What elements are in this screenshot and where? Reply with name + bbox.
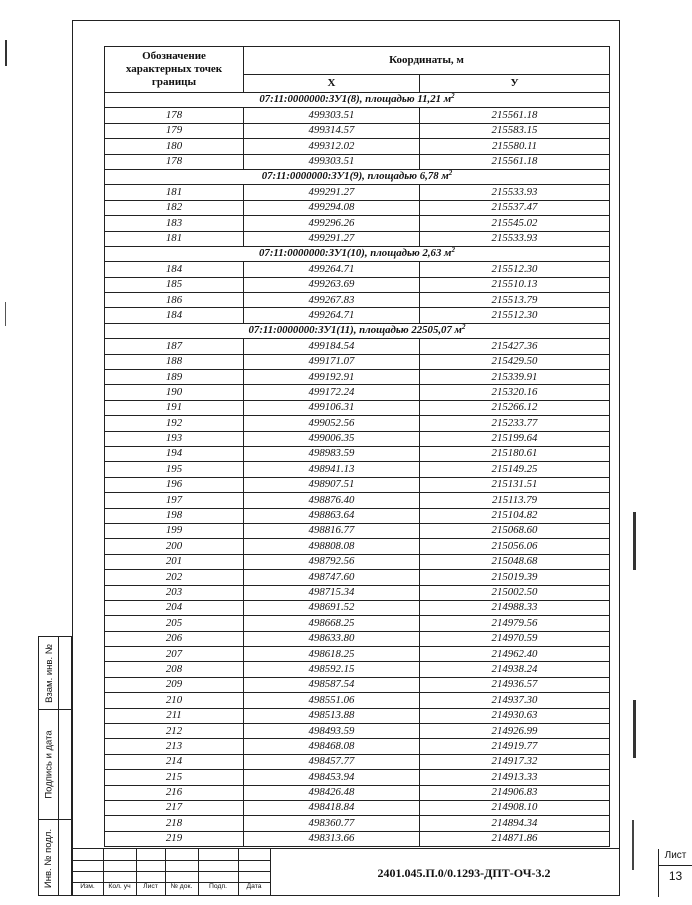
table-row	[105, 724, 610, 739]
scan-mark	[5, 302, 6, 326]
y-coordinate-cell: 215002.50	[420, 585, 610, 600]
point-id-cell: 189	[105, 370, 244, 385]
table-row	[105, 754, 610, 769]
point-id-cell: 204	[105, 600, 244, 615]
y-coordinate-cell: 215512.30	[420, 308, 610, 323]
point-id-cell: 206	[105, 631, 244, 646]
y-coordinate-cell: 215131.51	[420, 477, 610, 492]
point-id-cell: 203	[105, 585, 244, 600]
table-row	[105, 493, 610, 508]
squared-mark: 2	[448, 169, 453, 178]
caption-change: Изм.	[80, 883, 95, 890]
table-row	[105, 108, 610, 123]
x-coordinate-cell: 499184.54	[244, 339, 420, 354]
point-id-cell: 202	[105, 570, 244, 585]
section-header-row	[105, 323, 610, 338]
point-id-cell: 193	[105, 431, 244, 446]
y-coordinate-cell: 214917.32	[420, 754, 610, 769]
x-coordinate-cell: 498876.40	[244, 493, 420, 508]
x-coordinate-cell: 498457.77	[244, 754, 420, 769]
x-coordinate-cell: 498668.25	[244, 616, 420, 631]
table-row	[105, 185, 610, 200]
scan-mark	[633, 512, 636, 570]
table-row	[105, 293, 610, 308]
table-row	[105, 677, 610, 692]
y-coordinate-cell: 215537.47	[420, 200, 610, 215]
y-coordinate-cell: 215583.15	[420, 123, 610, 138]
y-coordinate-cell: 214926.99	[420, 724, 610, 739]
x-coordinate-cell: 499106.31	[244, 400, 420, 415]
scan-mark	[633, 700, 636, 758]
table-row	[105, 200, 610, 215]
table-row	[105, 231, 610, 246]
point-id-cell: 196	[105, 477, 244, 492]
table-row	[105, 339, 610, 354]
x-coordinate-cell: 499263.69	[244, 277, 420, 292]
point-id-cell: 184	[105, 262, 244, 277]
x-coordinate-cell: 498941.13	[244, 462, 420, 477]
y-coordinate-cell: 215266.12	[420, 400, 610, 415]
point-id-cell: 187	[105, 339, 244, 354]
y-coordinate-cell: 215545.02	[420, 216, 610, 231]
x-coordinate-cell: 498691.52	[244, 600, 420, 615]
point-id-cell: 200	[105, 539, 244, 554]
y-coordinate-cell: 214913.33	[420, 770, 610, 785]
table-row	[105, 570, 610, 585]
x-coordinate-cell: 499192.91	[244, 370, 420, 385]
table-row	[105, 477, 610, 492]
y-coordinate-cell: 215339.91	[420, 370, 610, 385]
x-coordinate-cell: 498816.77	[244, 523, 420, 538]
point-id-cell: 195	[105, 462, 244, 477]
x-coordinate-cell: 498587.54	[244, 677, 420, 692]
y-coordinate-cell: 215533.93	[420, 185, 610, 200]
y-coordinate-cell: 215233.77	[420, 416, 610, 431]
point-id-cell: 188	[105, 354, 244, 369]
table-row	[105, 400, 610, 415]
section-header-row	[105, 169, 610, 184]
y-coordinate-cell: 214979.56	[420, 616, 610, 631]
squared-mark: 2	[451, 246, 455, 255]
table-row	[105, 662, 610, 677]
point-id-cell: 178	[105, 154, 244, 169]
y-coordinate-cell: 214937.30	[420, 693, 610, 708]
point-id-cell: 207	[105, 647, 244, 662]
table-row	[105, 647, 610, 662]
point-id-cell: 199	[105, 523, 244, 538]
y-coordinate-cell: 215533.93	[420, 231, 610, 246]
y-coordinate-cell: 215104.82	[420, 508, 610, 523]
point-id-cell: 191	[105, 400, 244, 415]
y-coordinate-cell: 215580.11	[420, 139, 610, 154]
section-title-text: 07:11:0000000:ЗУ1(10), площадью 2,63 м	[259, 247, 452, 260]
section-title-text: 07:11:0000000:ЗУ1(11), площадью 22505,07 м	[248, 324, 462, 337]
x-coordinate-cell: 498426.48	[244, 785, 420, 800]
table-row	[105, 600, 610, 615]
point-id-cell: 190	[105, 385, 244, 400]
y-coordinate-cell: 215513.79	[420, 293, 610, 308]
point-id-cell: 208	[105, 662, 244, 677]
sheet-number: 13	[668, 869, 683, 883]
sheet-label: Лист	[659, 850, 692, 866]
y-coordinate-cell: 215512.30	[420, 262, 610, 277]
point-id-cell: 181	[105, 185, 244, 200]
point-id-cell: 198	[105, 508, 244, 523]
point-id-cell: 212	[105, 724, 244, 739]
squared-mark: 2	[451, 92, 455, 101]
replacement-inventory-label: Взам. инв. №	[43, 643, 55, 703]
sheet-number-box	[658, 849, 692, 897]
point-id-cell: 186	[105, 293, 244, 308]
y-coordinate-cell: 214970.59	[420, 631, 610, 646]
section-title-text: 07:11:0000000:ЗУ1(9), площадью 6,78 м	[261, 170, 449, 183]
table-row	[105, 539, 610, 554]
y-coordinate-cell: 215048.68	[420, 554, 610, 569]
coordinates-header: Координаты, м	[244, 47, 610, 75]
table-row	[105, 446, 610, 461]
table-row	[105, 123, 610, 138]
table-row	[105, 385, 610, 400]
y-coordinate-cell: 215429.50	[420, 354, 610, 369]
y-coordinate-cell: 215199.64	[420, 431, 610, 446]
section-title-text: 07:11:0000000:ЗУ1(8), площадью 11,21 м	[259, 93, 452, 106]
table-row	[105, 785, 610, 800]
y-coordinate-cell: 214930.63	[420, 708, 610, 723]
section-title	[105, 246, 610, 261]
table-row	[105, 523, 610, 538]
x-coordinate-cell: 498715.34	[244, 585, 420, 600]
point-id-cell: 205	[105, 616, 244, 631]
y-coordinate-cell: 215510.13	[420, 277, 610, 292]
caption-count: Кол. уч	[108, 883, 131, 890]
point-id-cell: 213	[105, 739, 244, 754]
point-id-cell: 194	[105, 446, 244, 461]
point-id-cell: 214	[105, 754, 244, 769]
table-row	[105, 770, 610, 785]
table-row	[105, 816, 610, 831]
x-coordinate-cell: 498360.77	[244, 816, 420, 831]
point-id-cell: 219	[105, 831, 244, 846]
designation-header: Обозначение характерных точек границы	[105, 47, 244, 93]
table-row	[105, 693, 610, 708]
table-row	[105, 585, 610, 600]
table-row	[105, 370, 610, 385]
point-id-cell: 215	[105, 770, 244, 785]
y-coordinate-cell: 215180.61	[420, 446, 610, 461]
x-coordinate-cell: 499267.83	[244, 293, 420, 308]
section-title	[105, 323, 610, 338]
document-code: 2401.045.П.0/0.1293-ДПТ-ОЧ-3.2	[377, 865, 551, 880]
x-coordinate-cell: 499172.24	[244, 385, 420, 400]
table-row	[105, 508, 610, 523]
caption-sheet: Лист	[143, 883, 158, 890]
table-row	[105, 800, 610, 815]
table-row	[105, 216, 610, 231]
x-coordinate-cell: 498618.25	[244, 647, 420, 662]
x-coordinate-cell: 499303.51	[244, 154, 420, 169]
point-id-cell: 181	[105, 231, 244, 246]
x-coordinate-cell: 498313.66	[244, 831, 420, 846]
caption-signature: Подп.	[208, 883, 228, 890]
x-coordinate-cell: 498418.84	[244, 800, 420, 815]
y-coordinate-cell: 214919.77	[420, 739, 610, 754]
title-block-divider	[72, 871, 270, 872]
y-coordinate-cell: 215561.18	[420, 154, 610, 169]
point-id-cell: 216	[105, 785, 244, 800]
caption-date: Дата	[246, 883, 262, 890]
y-coordinate-cell: 215019.39	[420, 570, 610, 585]
table-row	[105, 277, 610, 292]
y-coordinate-cell: 215113.79	[420, 493, 610, 508]
table-row	[105, 431, 610, 446]
caption-doc-number: № док.	[170, 883, 193, 890]
x-coordinate-cell: 498453.94	[244, 770, 420, 785]
x-coordinate-cell: 498808.08	[244, 539, 420, 554]
x-coordinate-cell: 498592.15	[244, 662, 420, 677]
point-id-cell: 178	[105, 108, 244, 123]
title-block-divider	[72, 860, 270, 861]
point-id-cell: 209	[105, 677, 244, 692]
table-row	[105, 308, 610, 323]
x-coordinate-cell: 499171.07	[244, 354, 420, 369]
scan-mark	[5, 40, 7, 66]
x-coordinate-cell: 499052.56	[244, 416, 420, 431]
squared-mark: 2	[461, 323, 466, 332]
x-coordinate-cell: 498792.56	[244, 554, 420, 569]
table-row	[105, 139, 610, 154]
x-coordinate-cell: 498863.64	[244, 508, 420, 523]
table-body	[105, 93, 610, 847]
x-coordinate-cell: 499314.57	[244, 123, 420, 138]
section-header-row	[105, 93, 610, 108]
point-id-cell: 201	[105, 554, 244, 569]
coordinates-table	[104, 46, 610, 847]
point-id-cell: 184	[105, 308, 244, 323]
point-id-cell: 217	[105, 800, 244, 815]
table-row	[105, 262, 610, 277]
table-row	[105, 831, 610, 846]
x-header: Х	[244, 75, 420, 93]
x-coordinate-cell: 499264.71	[244, 262, 420, 277]
y-coordinate-cell: 215320.16	[420, 385, 610, 400]
x-coordinate-cell: 498633.80	[244, 631, 420, 646]
y-coordinate-cell: 215056.06	[420, 539, 610, 554]
x-coordinate-cell: 499303.51	[244, 108, 420, 123]
table-row	[105, 154, 610, 169]
point-id-cell: 183	[105, 216, 244, 231]
x-coordinate-cell: 498468.08	[244, 739, 420, 754]
y-coordinate-cell: 214906.83	[420, 785, 610, 800]
y-coordinate-cell: 215068.60	[420, 523, 610, 538]
x-coordinate-cell: 499264.71	[244, 308, 420, 323]
table-row	[105, 462, 610, 477]
y-coordinate-cell: 215561.18	[420, 108, 610, 123]
x-coordinate-cell: 499291.27	[244, 231, 420, 246]
y-coordinate-cell: 214871.86	[420, 831, 610, 846]
section-title	[105, 169, 610, 184]
y-coordinate-cell: 214988.33	[420, 600, 610, 615]
y-coordinate-cell: 215427.36	[420, 339, 610, 354]
table-row	[105, 631, 610, 646]
left-approval-stamp	[38, 636, 72, 896]
x-coordinate-cell: 498493.59	[244, 724, 420, 739]
y-coordinate-cell: 214936.57	[420, 677, 610, 692]
x-coordinate-cell: 499291.27	[244, 185, 420, 200]
point-id-cell: 211	[105, 708, 244, 723]
table-row	[105, 354, 610, 369]
x-coordinate-cell: 498551.06	[244, 693, 420, 708]
x-coordinate-cell: 498907.51	[244, 477, 420, 492]
table-row	[105, 616, 610, 631]
x-coordinate-cell: 498747.60	[244, 570, 420, 585]
point-id-cell: 180	[105, 139, 244, 154]
point-id-cell: 185	[105, 277, 244, 292]
y-coordinate-cell: 215149.25	[420, 462, 610, 477]
x-coordinate-cell: 499296.26	[244, 216, 420, 231]
x-coordinate-cell: 499006.35	[244, 431, 420, 446]
table-row	[105, 416, 610, 431]
x-coordinate-cell: 498983.59	[244, 446, 420, 461]
point-id-cell: 192	[105, 416, 244, 431]
table-row	[105, 708, 610, 723]
x-coordinate-cell: 498513.88	[244, 708, 420, 723]
original-inventory-label: Инв. № подл.	[43, 828, 55, 888]
y-coordinate-cell: 214908.10	[420, 800, 610, 815]
table-row	[105, 739, 610, 754]
y-coordinate-cell: 214894.34	[420, 816, 610, 831]
signature-date-label: Подпись и дата	[43, 729, 55, 799]
section-header-row	[105, 246, 610, 261]
x-coordinate-cell: 499312.02	[244, 139, 420, 154]
y-header: У	[420, 75, 610, 93]
y-coordinate-cell: 214962.40	[420, 647, 610, 662]
y-coordinate-cell: 214938.24	[420, 662, 610, 677]
point-id-cell: 179	[105, 123, 244, 138]
table-row	[105, 554, 610, 569]
point-id-cell: 197	[105, 493, 244, 508]
point-id-cell: 210	[105, 693, 244, 708]
title-block	[72, 848, 687, 896]
section-title	[105, 93, 610, 108]
point-id-cell: 218	[105, 816, 244, 831]
point-id-cell: 182	[105, 200, 244, 215]
x-coordinate-cell: 499294.08	[244, 200, 420, 215]
